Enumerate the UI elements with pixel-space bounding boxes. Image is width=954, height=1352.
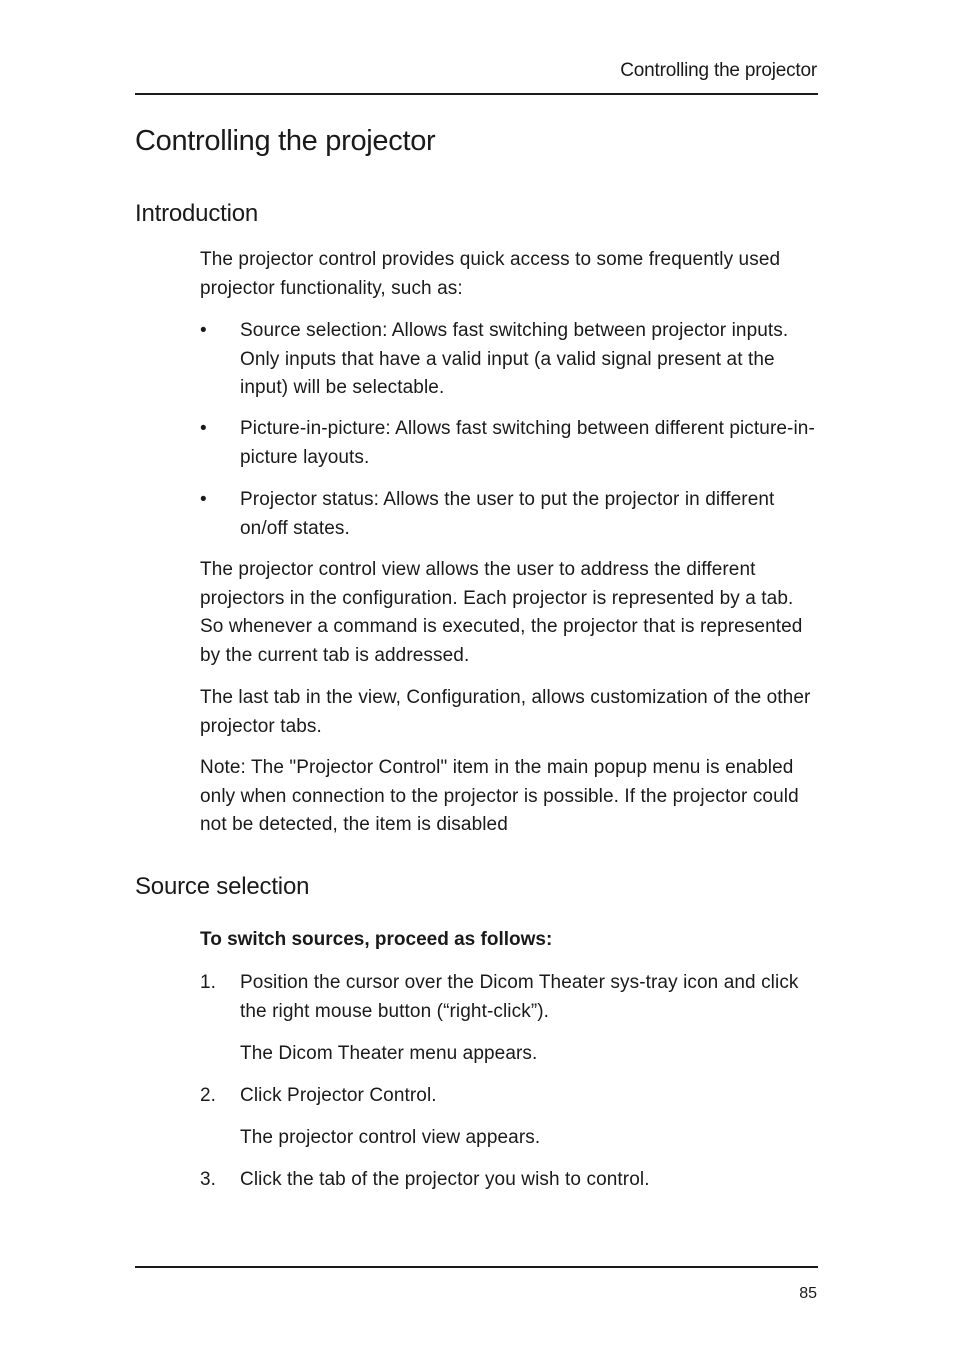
step-text: Click Projector Control. [240, 1085, 437, 1106]
step-result: The Dicom Theater menu appears. [240, 1043, 538, 1064]
body-paragraph: The projector control view allows the user to address the different projectors in the configuration. Each projector is represented by a tab. So whenever a command is executed, the projector that is represented by the current tab is addressed. [200, 559, 803, 666]
step-number: 1. [200, 972, 217, 993]
bullet-marker: • [200, 489, 207, 510]
list-item [200, 486, 820, 543]
page-number: 85 [799, 1285, 817, 1302]
list-item [200, 969, 820, 1026]
body-paragraph: The last tab in the view, Configuration, allows customization of the other projector tabs. [200, 687, 811, 737]
source-selection-heading: Source selection [135, 873, 310, 900]
list-item [200, 1166, 820, 1195]
bullet-text: Picture-in-picture: Allows fast switching between different picture-in-picture layouts. [240, 418, 815, 468]
bullet-marker: • [200, 320, 207, 341]
step-number: 3. [200, 1169, 217, 1190]
footer-rule [135, 1266, 818, 1268]
procedure-heading: To switch sources, proceed as follows: [200, 929, 553, 950]
header-rule [135, 93, 818, 95]
bullet-text: Projector status: Allows the user to put the projector in different on/off states. [240, 489, 775, 539]
step-text: Click the tab of the projector you wish to control. [240, 1169, 650, 1190]
introduction-heading: Introduction [135, 200, 259, 227]
note-paragraph: Note: The "Projector Control" item in the main popup menu is enabled only when connection to the projector is possible. If the projector could not be detected, the item is disabled [200, 757, 799, 835]
bullet-marker: • [200, 418, 207, 439]
step-result: The projector control view appears. [240, 1127, 541, 1148]
bullet-text: Source selection: Allows fast switching between projector inputs. Only inputs that have a valid input (a valid signal present at the input) will be selectable. [240, 320, 789, 398]
list-item [200, 415, 820, 472]
list-item [200, 317, 820, 403]
step-text: Position the cursor over the Dicom Theater sys-tray icon and click the right mouse button (“right-click”). [240, 972, 799, 1022]
running-header: Controlling the projector [620, 60, 817, 81]
list-item [200, 1082, 820, 1111]
step-number: 2. [200, 1085, 217, 1106]
intro-paragraph: The projector control provides quick access to some frequently used projector functionality, such as: [200, 249, 781, 299]
page-title: Controlling the projector [135, 125, 436, 157]
